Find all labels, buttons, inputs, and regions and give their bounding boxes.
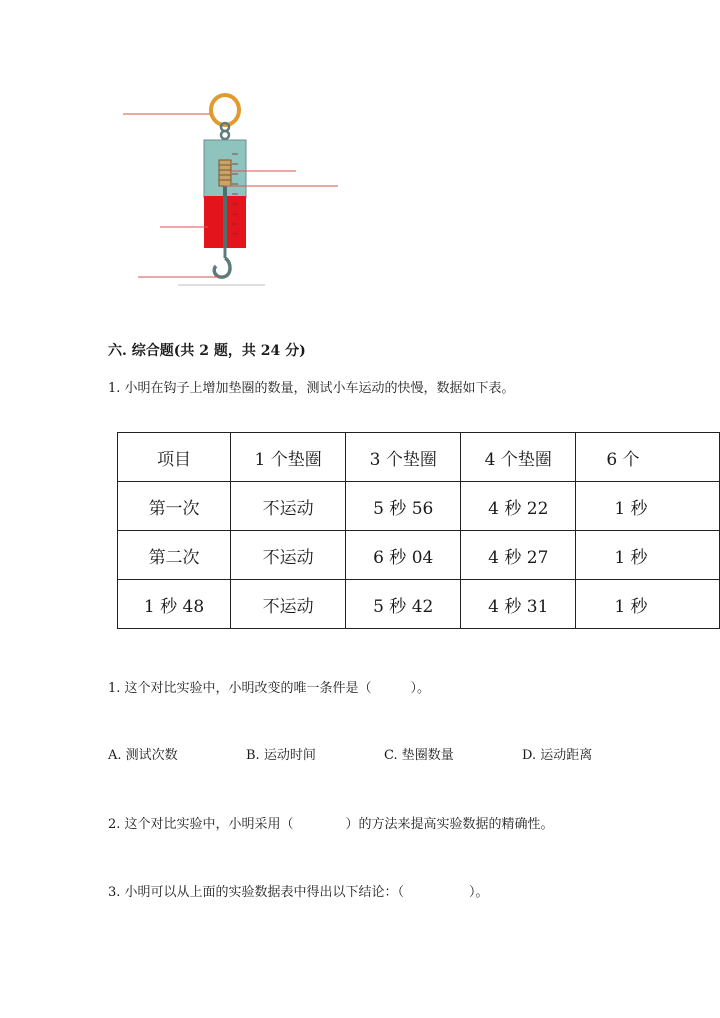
table-cell: 4 秒 31: [461, 580, 576, 629]
table-header-cell: 4 个垫圈: [461, 433, 576, 482]
table-cell: 4 秒 22: [461, 482, 576, 531]
table-cell: 第二次: [118, 531, 231, 580]
spring-scale-figure: [120, 80, 360, 295]
table-cell: 第一次: [118, 482, 231, 531]
table-header-cell: 1 个垫圈: [231, 433, 346, 482]
option-d[interactable]: D. 运动距离: [522, 748, 593, 763]
table-row: [118, 531, 720, 580]
spring-scale-icon: [123, 95, 338, 285]
table-header-cell: 3 个垫圈: [346, 433, 461, 482]
table-cell: 6 秒 04: [346, 531, 461, 580]
sub-question-2: 2. 这个对比实验中，小明采用（ ）的方法来提高实验数据的精确性。: [108, 817, 554, 832]
option-b[interactable]: B. 运动时间: [246, 748, 316, 763]
table-cell: 不运动: [231, 580, 346, 629]
table-cell: 5 秒 42: [346, 580, 461, 629]
table-cell: 不运动: [231, 531, 346, 580]
table-header-row: [118, 433, 720, 482]
data-table: [117, 432, 720, 629]
table-cell: 4 秒 27: [461, 531, 576, 580]
table-cell: 1 秒: [576, 580, 720, 629]
section-title: 六. 综合题(共 2 题，共 24 分): [108, 343, 306, 359]
table-cell: 5 秒 56: [346, 482, 461, 531]
table-cell: 1 秒: [576, 482, 720, 531]
option-c[interactable]: C. 垫圈数量: [384, 748, 454, 763]
table-cell: 1 秒: [576, 531, 720, 580]
table-header-cell: 项目: [118, 433, 231, 482]
question-stem: 1. 小明在钩子上增加垫圈的数量，测试小车运动的快慢，数据如下表。: [108, 381, 515, 396]
table-cell: 不运动: [231, 482, 346, 531]
table-row: [118, 580, 720, 629]
table-cell: 1 秒 48: [118, 580, 231, 629]
table-header-cell: 6 个: [576, 433, 720, 482]
sub-question-3: 3. 小明可以从上面的实验数据表中得出以下结论：（ ）。: [108, 885, 489, 900]
sub-question-1: 1. 这个对比实验中，小明改变的唯一条件是（ ）。: [108, 681, 431, 696]
option-a[interactable]: A. 测试次数: [108, 748, 178, 763]
table-row: [118, 482, 720, 531]
